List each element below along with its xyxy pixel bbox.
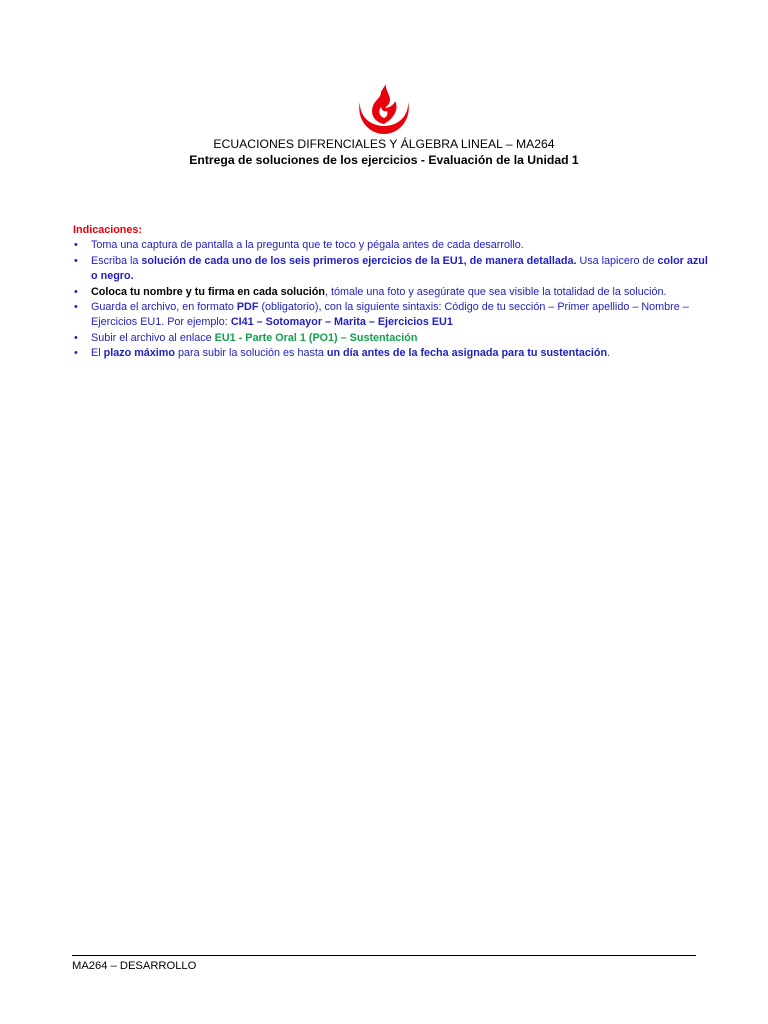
instruction-emphasis: plazo máximo: [103, 347, 176, 360]
footer-text: MA264 – DESARROLLO: [72, 960, 197, 972]
upc-flame-logo-icon: [354, 84, 414, 138]
instruction-emphasis: PDF: [236, 301, 259, 314]
bullet-icon: •: [74, 347, 78, 360]
instruction-emphasis: Coloca tu nombre y tu firma en cada solución: [91, 285, 325, 298]
upload-link[interactable]: EU1 - Parte Oral 1 (PO1) – Sustentación: [214, 331, 418, 344]
instruction-text: Toma una captura de pantalla a la pregunta que te toco y pégala antes de cada desarrollo.: [91, 239, 524, 252]
instruction-text: Escriba la: [91, 254, 142, 267]
list-item: [73, 238, 713, 253]
list-item: [73, 254, 713, 285]
list-item: [73, 331, 713, 346]
instructions-section: [73, 223, 713, 362]
list-item: [73, 346, 713, 361]
bullet-icon: •: [74, 331, 78, 344]
instruction-text: , tómale una foto y asegúrate que sea visible la totalidad de la solución.: [324, 285, 667, 298]
instruction-text: para subir la solución es hasta: [175, 347, 327, 360]
footer-divider: [72, 955, 696, 956]
instruction-text: Usa lapicero de: [576, 254, 658, 267]
course-title: ECUACIONES DIFRENCIALES Y ÁLGEBRA LINEAL – MA264: [213, 137, 555, 151]
instruction-emphasis: color azul o negro.: [91, 254, 708, 283]
instruction-emphasis: un día antes de la fecha asignada para tu sustentación: [326, 347, 608, 360]
instruction-text: Guarda el archivo, en formato: [91, 301, 237, 314]
bullet-icon: •: [74, 239, 78, 252]
list-item: [73, 300, 713, 331]
instruction-text: Subir el archivo al enlace: [91, 331, 215, 344]
bullet-icon: •: [74, 301, 78, 314]
instructions-heading: Indicaciones:: [73, 224, 142, 236]
bullet-icon: •: [74, 254, 78, 267]
document-subtitle: Entrega de soluciones de los ejercicios - Evaluación de la Unidad 1: [189, 153, 579, 167]
instructions-list: [73, 238, 713, 361]
bullet-icon: •: [74, 285, 78, 298]
list-item: [73, 285, 713, 300]
instruction-text: .: [607, 347, 611, 360]
instruction-emphasis: CI41 – Sotomayor – Marita – Ejercicios EU1: [230, 316, 453, 329]
instruction-text: (obligatorio), con la siguiente sintaxis: Código de tu sección – Primer apellido – Nombre – Ejercicios EU1. Por ejemplo:: [91, 301, 689, 329]
instruction-emphasis: solución de cada uno de los seis primeros ejercicios de la EU1, de manera detallada.: [141, 254, 577, 267]
instruction-text: El: [91, 347, 104, 360]
